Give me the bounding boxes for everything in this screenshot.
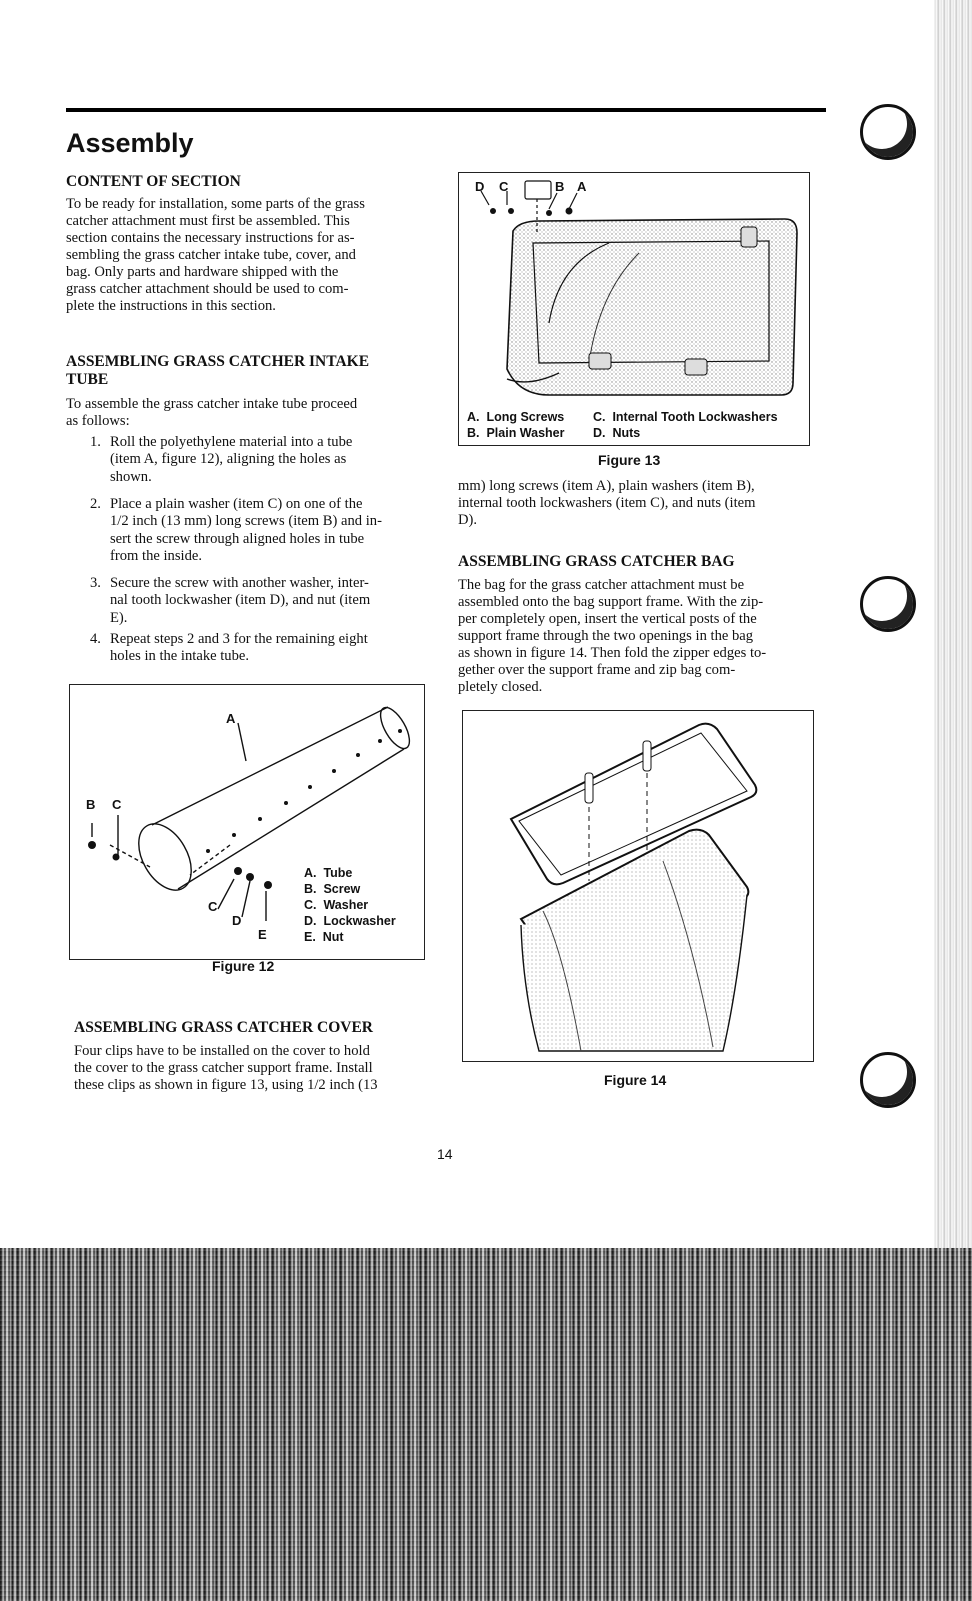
- text-line: The bag for the grass catcher attachment must be: [458, 577, 745, 593]
- punch-hole-middle: [860, 576, 916, 632]
- scan-edge: [934, 0, 972, 1248]
- callout-c: C: [499, 179, 509, 194]
- text-line: these clips as shown in figure 13, using 1/2 inch (13: [74, 1077, 378, 1093]
- text-line: Place a plain washer (item C) on one of the: [110, 496, 363, 512]
- step-text: [110, 496, 382, 566]
- text-line: To assemble the grass catcher intake tube proceed: [66, 396, 358, 412]
- step-4: [90, 631, 420, 669]
- step-1: [90, 434, 420, 490]
- text-line: grass catcher attachment should be used to com-: [66, 281, 349, 297]
- text-line: (item A, figure 12), aligning the holes as: [110, 451, 347, 468]
- step-number: 3.: [90, 575, 101, 591]
- legend-item: B. Plain Washer: [467, 426, 565, 440]
- text-line: Repeat steps 2 and 3 for the remaining eight: [110, 631, 368, 647]
- legend-item: A. Tube: [304, 866, 353, 880]
- text-line: sembling the grass catcher intake tube, cover, and: [66, 247, 356, 263]
- text-line: nal tooth lockwasher (item D), and nut (item: [110, 592, 371, 609]
- text-line: E).: [110, 609, 128, 626]
- text-line: 1/2 inch (13 mm) long screws (item B) and in-: [110, 513, 382, 530]
- content-section-heading: CONTENT OF SECTION: [66, 173, 241, 190]
- text-line: D).: [458, 512, 478, 528]
- text-line: sert the screw through aligned holes in tube: [110, 530, 365, 547]
- legend-row: [467, 409, 807, 425]
- legend-item: C. Washer: [304, 898, 369, 912]
- legend-item: A. Long Screws: [467, 410, 565, 424]
- page-number: 14: [437, 1146, 453, 1162]
- callout-b: B: [86, 797, 96, 812]
- step-text: [110, 434, 352, 486]
- intake-tube-heading: ASSEMBLING GRASS CATCHER INTAKE: [66, 353, 370, 370]
- callout-d: D: [232, 913, 242, 928]
- figure-12-caption: Figure 12: [212, 958, 275, 974]
- text-line: internal tooth lockwashers (item C), and nuts (item: [458, 495, 756, 511]
- text-line: Secure the screw with another washer, inter-: [110, 575, 369, 591]
- callout-e: E: [258, 927, 267, 942]
- cover-heading: ASSEMBLING GRASS CATCHER COVER: [74, 1019, 374, 1036]
- page-title: Assembly: [66, 128, 194, 158]
- step-text: [110, 631, 368, 666]
- scan-artifact-strip: [0, 1248, 972, 1601]
- text-line: support frame through the two openings in the bag: [458, 628, 754, 644]
- text-line: catcher attachment must first be assembled. This: [66, 213, 350, 229]
- legend-row: [467, 425, 807, 441]
- legend-item: D. Lockwasher: [304, 914, 396, 928]
- callout-a: A: [577, 179, 587, 194]
- legend-item: D. Nuts: [593, 426, 641, 440]
- text-line: Four clips have to be installed on the cover to hold: [74, 1043, 370, 1059]
- step-2: [90, 496, 420, 568]
- bag-heading: ASSEMBLING GRASS CATCHER BAG: [458, 553, 735, 570]
- text-line: per completely open, insert the vertical posts of the: [458, 611, 757, 627]
- callout-c: C: [112, 797, 122, 812]
- legend-item: B. Screw: [304, 882, 361, 896]
- step-3: [90, 575, 420, 631]
- text-line: the cover to the grass catcher support frame. Install: [74, 1060, 373, 1076]
- header-rule: [66, 108, 826, 112]
- punch-hole-bottom: [860, 1052, 916, 1108]
- figure-12-legend: [304, 865, 424, 945]
- text-line: assembled onto the bag support frame. With the zip-: [458, 594, 764, 610]
- legend-item: E. Nut: [304, 930, 344, 944]
- text-line: mm) long screws (item A), plain washers (item B),: [458, 478, 755, 494]
- legend-item: C. Internal Tooth Lockwashers: [593, 410, 778, 424]
- step-number: 4.: [90, 631, 101, 647]
- text-line: as follows:: [66, 413, 130, 429]
- text-line: pletely closed.: [458, 679, 543, 695]
- text-line: as shown in figure 14. Then fold the zipper edges to-: [458, 645, 767, 661]
- text-line: holes in the intake tube.: [110, 648, 250, 665]
- figure-14-caption: Figure 14: [604, 1072, 667, 1088]
- text-line: from the inside.: [110, 548, 203, 565]
- figure-14: [462, 710, 814, 1062]
- callout-b: B: [555, 179, 565, 194]
- callout-a: A: [226, 711, 236, 726]
- callout-d: D: [475, 179, 485, 194]
- step-text: [110, 575, 370, 627]
- figure-13-legend: [467, 409, 807, 441]
- callout-c-bottom: C: [208, 899, 218, 914]
- text-line: section contains the necessary instructions for as-: [66, 230, 355, 246]
- step-number: 1.: [90, 434, 101, 450]
- text-line: bag. Only parts and hardware shipped with the: [66, 264, 339, 280]
- intake-tube-heading-cont: TUBE: [66, 371, 109, 388]
- text-line: Roll the polyethylene material into a tube: [110, 434, 353, 450]
- figure-12: [69, 684, 425, 960]
- figure-13-caption: Figure 13: [598, 452, 661, 468]
- punch-hole-top: [860, 104, 916, 160]
- text-line: plete the instructions in this section.: [66, 298, 276, 314]
- cover-illustration: [459, 173, 809, 445]
- text-line: gether over the support frame and zip bag com-: [458, 662, 736, 678]
- bag-illustration: [463, 711, 813, 1061]
- step-number: 2.: [90, 496, 101, 512]
- text-line: To be ready for installation, some parts of the grass: [66, 196, 365, 212]
- figure-13: [458, 172, 810, 446]
- text-line: shown.: [110, 468, 152, 485]
